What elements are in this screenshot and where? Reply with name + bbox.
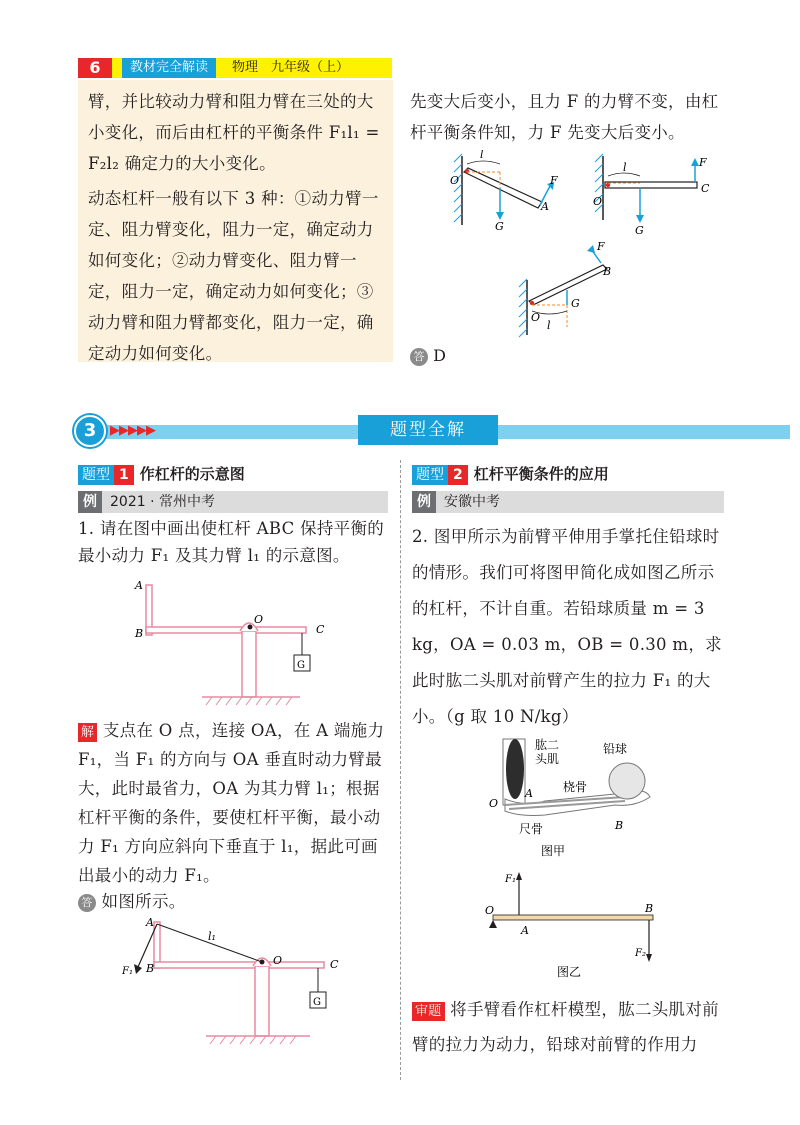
lever-diagram-2 bbox=[593, 154, 710, 237]
review-label: 审题 bbox=[412, 1002, 445, 1021]
example-source-2: 安徽中考 bbox=[444, 494, 500, 510]
biceps-label-2: 头肌 bbox=[535, 752, 560, 766]
arm-label-A: A bbox=[525, 787, 533, 800]
top-answer-row bbox=[410, 346, 446, 366]
page-header bbox=[0, 58, 800, 78]
type-label: 题型 bbox=[78, 465, 114, 485]
review-block bbox=[412, 992, 724, 1062]
review-text: 将手臂看作杠杆模型，肱二头肌对前臂的拉力为动力，铅球对前臂的作用力 bbox=[412, 1000, 719, 1054]
example-source: 2021 · 常州中考 bbox=[110, 494, 215, 510]
lever-label-A: A bbox=[521, 924, 529, 937]
label-G-2: G bbox=[635, 224, 644, 237]
solution-label: 解 bbox=[78, 723, 97, 742]
label-A: A bbox=[541, 200, 549, 213]
example-label: 例 bbox=[78, 491, 102, 513]
lever-label-O: O bbox=[485, 904, 495, 917]
arm-label-B: B bbox=[615, 819, 624, 832]
fig2-label-F1: F₁ bbox=[122, 966, 133, 977]
subject-grade: 物理 九年级（上） bbox=[232, 60, 350, 75]
fig2-label-G: G bbox=[313, 997, 321, 1008]
label-F-3: F bbox=[597, 240, 605, 253]
label-O-3: O bbox=[531, 311, 541, 324]
label-l-3: l bbox=[547, 319, 551, 332]
summary-paragraph-1: 臂，并比较动力臂和阻力臂在三处的大小变化，而后由杠杆的平衡条件 F₁l₁ = F₂l₂ 确定力的大小变化。 bbox=[88, 92, 380, 173]
lever-label-F2: F₂ bbox=[635, 948, 646, 959]
fig2-label-A: A bbox=[146, 916, 154, 929]
label-O: O bbox=[450, 174, 460, 187]
figure-a-caption: 图甲 bbox=[541, 844, 566, 858]
lever-diagram-3 bbox=[519, 240, 611, 337]
book-title: 教材完全解读 bbox=[122, 58, 216, 78]
section-title: 题型全解 bbox=[358, 415, 498, 445]
type-title: 作杠杆的示意图 bbox=[139, 465, 245, 483]
ulna-label: 尺骨 bbox=[519, 822, 544, 836]
right-column bbox=[412, 463, 724, 735]
fig1-label-B: B bbox=[135, 627, 144, 640]
top-right-text: 先变大后变小，且力 F 的力臂不变，由杠杆平衡条件知，力 F 先变大后变小。 bbox=[410, 92, 719, 142]
section-number: 3 bbox=[74, 415, 106, 447]
page-number: 6 bbox=[78, 58, 112, 78]
label-G-3: G bbox=[571, 297, 580, 310]
lever-label-F1: F₁ bbox=[505, 874, 516, 885]
fig2-label-l1: l₁ bbox=[208, 930, 216, 943]
summary-paragraph-2: 动态杠杆一般有以下 3 种：①动力臂一定、阻力臂变化，阻力一定，确定动力如何变化；②动力臂变化、阻力臂一定，阻力一定，确定动力如何变化；③动力臂和阻力臂都变化，阻力一定，确定动力如何变化。 bbox=[88, 189, 379, 363]
summary-box bbox=[78, 80, 393, 362]
question-1: 1. 请在图中画出使杠杆 ABC 保持平衡的最小动力 F₁ 及其力臂 l₁ 的示意图。 bbox=[78, 519, 385, 565]
type-2-header bbox=[412, 463, 724, 485]
section-banner bbox=[66, 413, 736, 447]
figure-b-caption: 图乙 bbox=[557, 965, 582, 979]
answer-1-text: 如图所示。 bbox=[101, 892, 186, 911]
lever-diagram-1 bbox=[450, 150, 558, 233]
fig1-label-C: C bbox=[316, 623, 325, 636]
question-2: 2. 图甲所示为前臂平伸用手掌托住铅球时的情形。我们可将图甲简化成如图乙所示的杠杆，不计自重。若铅球质量 m = 3 kg，OA = 0.03 m，OB = 0.30 m，求此时肱二头肌对前臂产生的拉力 F₁ 的大小。（g 取 10 N/kg） bbox=[412, 527, 722, 726]
answer-icon: 答 bbox=[410, 348, 428, 366]
type-label-2: 题型 bbox=[412, 465, 448, 485]
label-B: B bbox=[603, 265, 612, 278]
column-divider bbox=[400, 460, 401, 1080]
figure-q1 bbox=[130, 575, 350, 715]
top-answer: D bbox=[433, 346, 446, 365]
fig2-label-O: O bbox=[273, 954, 283, 967]
dynamic-lever-diagrams bbox=[440, 150, 740, 340]
biceps-label-1: 肱二 bbox=[535, 738, 560, 752]
label-G: G bbox=[495, 220, 504, 233]
fig2-label-C: C bbox=[330, 958, 339, 971]
answer-1-icon: 答 bbox=[78, 894, 96, 912]
label-C: C bbox=[701, 182, 710, 195]
fig1-label-A: A bbox=[135, 579, 143, 592]
left-column bbox=[78, 463, 388, 569]
example-bar bbox=[78, 491, 388, 513]
label-F-2: F bbox=[699, 156, 707, 169]
figure-arm bbox=[485, 735, 665, 860]
figure-lever bbox=[485, 868, 675, 983]
label-F: F bbox=[550, 174, 558, 187]
example-bar-2 bbox=[412, 491, 724, 513]
lever-label-B: B bbox=[645, 902, 654, 915]
label-l-2: l bbox=[623, 161, 627, 174]
fig1-label-G: G bbox=[297, 660, 305, 671]
figure-q1-answer bbox=[110, 912, 370, 1052]
type-number: 1 bbox=[114, 465, 134, 485]
arm-label-O: O bbox=[489, 797, 499, 810]
type-number-2: 2 bbox=[448, 465, 468, 485]
example-label-2: 例 bbox=[412, 491, 436, 513]
type-1-header bbox=[78, 463, 388, 485]
solution-1 bbox=[78, 716, 390, 890]
type-title-2: 杠杆平衡条件的应用 bbox=[473, 465, 609, 483]
banner-arrows: ▶▶▶▶▶ bbox=[110, 423, 155, 438]
solution-text: 支点在 O 点，连接 OA，在 A 端施力 F₁，当 F₁ 的方向与 OA 垂直时动力臂最大，此时最省力，OA 为其力臂 l₁；根据杠杆平衡的条件，要使杠杆平衡，最小动力 F₁ 方向应斜向下垂直于 l₁，据此可画出最小的动力 F₁。 bbox=[78, 721, 385, 885]
ball-label: 铅球 bbox=[603, 742, 628, 756]
fig2-label-B: B bbox=[146, 962, 155, 975]
radius-label: 桡骨 bbox=[563, 780, 588, 794]
label-l: l bbox=[480, 150, 484, 161]
label-O-2: O bbox=[593, 195, 603, 208]
fig1-label-O: O bbox=[254, 613, 264, 626]
